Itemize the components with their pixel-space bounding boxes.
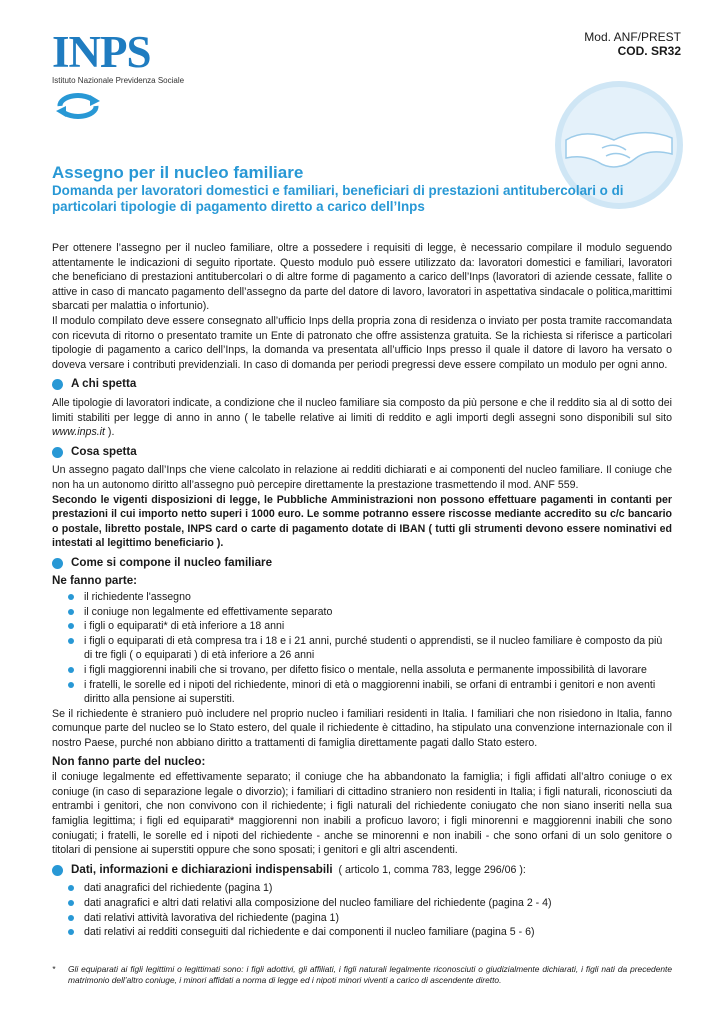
a-chi-text-end: ). [104,426,115,439]
section-heading-compone [52,556,672,571]
section-title: Cosa spetta [71,444,137,458]
cod-label: COD. SR32 [617,44,681,58]
inps-website-link[interactable]: www.inps.it [52,426,105,439]
list-item: i figli o equiparati di età compresa tra i 18 e i 21 anni, purché studenti o apprendisti, se il nucleo familiare è composto da più di tre figli ( o equiparati ) di età inferiore a 26 anni [68,634,672,663]
list-item: dati relativi ai redditi conseguiti dal richiedente e dai componenti il nucleo familiare (pagina 5 - 6) [68,925,672,940]
section-title: Come si compone il nucleo familiare [71,555,273,569]
bullet-icon [52,558,63,569]
form-code [584,30,681,58]
section-heading-cosa [52,445,672,460]
list-item: il richiedente l'assegno [68,590,672,605]
ne-fanno-list [52,590,672,707]
inps-logo [52,27,212,126]
list-item: dati anagrafici e altri dati relativi alla composizione del nucleo familiare del richiedente (pagina 2 - 4) [68,896,672,911]
logo-arrows-icon [54,91,212,126]
list-item: il coniuge non legalmente ed effettivamente separato [68,605,672,620]
list-item: i figli maggiorenni inabili che si trovano, per difetto fisico o mentale, nella assoluta e permanente impossibilità di lavorare [68,663,672,678]
bullet-icon [52,865,63,876]
title-block [52,163,682,215]
dati-list [52,881,672,939]
list-item: dati relativi attività lavorativa del richiedente (pagina 1) [68,911,672,926]
page-subtitle: Domanda per lavoratori domestici e familiari, beneficiari di prestazioni antitubercolari o di particolari tipologie di pagamento diretto a carico dell’Inps [52,183,624,214]
intro-paragraph-2: Il modulo compilato deve essere consegnato all’ufficio Inps della propria zona di residenza o inviato per posta tramite raccomandata con ricevuta di ritorno o presentato tramite un Ente di patronato che offre assistenza gratuita. Se la richiesta si riferisce a particolari tipologie di pagamento a carico dell’Inps, la domanda va presentata all’ufficio Inps presso il quale il datore di lavoro ha versato o doveva versare i contributi previdenziali. In caso di domanda per periodi pregressi deve essere compilato un modulo per ogni anno. [52,314,672,371]
a-chi-paragraph [52,396,672,440]
cosa-paragraph: Un assegno pagato dall’Inps che viene calcolato in relazione ai redditi dichiarati e ai componenti del nucleo familiare. Il coniuge che non ha un autonomo diritto all’assegno può percepire direttamente la prestazione trasmettendo il mod. ANF 559. [52,464,672,491]
bullet-icon [52,379,63,390]
intro-paragraph-1: Per ottenere l’assegno per il nucleo familiare, oltre a possedere i requisiti di legge, è necessario compilare il modulo seguendo attentamente le indicazioni di seguito riportate. Questo modulo può essere utilizzato da: lavoratori domestici e familiari, lavoratori che beneficiano di prestazioni antitubercolari o di altre forme di pagamento a carico dell’Inps (lavoratori di aziende cessate, fallite o attive in caso di mancato pagamento dell’assegno da parte del datore di lavoro, lavoratori in aspettativa sindacale o politica,marittimi sbarcati per malattia o infortunio). [52,242,672,313]
document-body [52,241,672,940]
section-title: A chi spetta [71,377,137,391]
straniero-paragraph: Se il richiedente è straniero può includere nel proprio nucleo i familiari residenti in Italia. I familiari che non risiedono in Italia, fanno comunque parte del nucleo se lo Stato estero, del quale il richiedente è cittadino, ha stipulato una convenzione internazionale con il nostro Paese, purché non abbiano diritto a trattamenti di famiglia direttamente pagati dallo Stato estero. [52,707,672,749]
section-heading-a-chi [52,377,672,392]
bullet-icon [52,447,63,458]
non-fanno-paragraph: il coniuge legalmente ed effettivamente separato; il coniuge che ha abbandonato la famiglia; i figli affidati all’altro coniuge o ex coniuge (in caso di separazione legale o divorzio); i familiari di cittadino straniero non residenti in Italia; i figli naturali, riconosciuti da entrambi i genitori, che non convivono con il richiedente; i figli naturali del richiedente coniugato che non siano inseriti nella sua famiglia legittima; i figli ed equiparati* maggiorenni non inabili a proficuo lavoro; i figli minorenni e maggiorenni inabili che sono coniugati; i fratelli, le sorelle ed i nipoti del richiedente - anche se minorenni e non inabili - che sono orfani di un solo genitore o titolari di pensione ai superstiti oppure che sono sposati; i genitori e gli altri ascendenti. [52,771,672,857]
section-title: Dati, informazioni e dichiarazioni indispensabili [71,862,333,876]
footnote-text: Gli equiparati ai figli legittimi o legittimati sono: i figli adottivi, gli affiliati, i figli naturali legalmente riconosciuti o giudizialmente dichiarati, i figli nati da precedente matrimonio dell’altro coniuge, i minori affidati a norma di legge ed i nipoti minori viventi a carico di ascendente diretto. [68,964,672,986]
non-fanno-parte-heading: Non fanno parte del nucleo: [52,754,206,768]
footnote-marker: * [52,964,56,974]
section-heading-dati [52,863,672,878]
list-item: i fratelli, le sorelle ed i nipoti del richiedente, minori di età o maggiorenni inabili, se orfani di entrambi i genitori e non aventi diritto alla pensione ai superstiti. [68,678,672,707]
a-chi-text: Alle tipologie di lavoratori indicate, a condizione che il nucleo familiare sia composto da più persone e che il reddito sia al di sotto dei limiti stabiliti per legge di anno in anno ( le tabelle relative ai limiti di reddito e agli importi degli assegni sono disponibili sul sito [52,396,672,424]
cosa-bold-paragraph: Secondo le vigenti disposizioni di legge, le Pubbliche Amministrazioni non possono effettuare pagamenti in contanti per prestazioni il cui importo netto superi i 1000 euro. Le somme potranno essere riscosse mediante accredito su c/c bancario o postale, libretto postale, INPS card o carte di pagamento dotate di IBAN ( tutti gli strumenti devono essere nominativi ed intestati al legittimo beneficiario ). [52,493,672,550]
footnote [52,964,672,987]
mod-label: Mod. ANF/PREST [584,30,681,44]
ne-fanno-parte-heading: Ne fanno parte: [52,574,138,588]
page-title: Assegno per il nucleo familiare [52,163,304,182]
section-note: ( articolo 1, comma 783, legge 296/06 ): [338,863,526,876]
logo-wordmark: INPS [52,27,151,77]
list-item: i figli o equiparati* di età inferiore a 18 anni [68,619,672,634]
list-item: dati anagrafici del richiedente (pagina 1) [68,881,672,896]
logo-subtitle: Istituto Nazionale Previdenza Sociale [52,76,185,85]
